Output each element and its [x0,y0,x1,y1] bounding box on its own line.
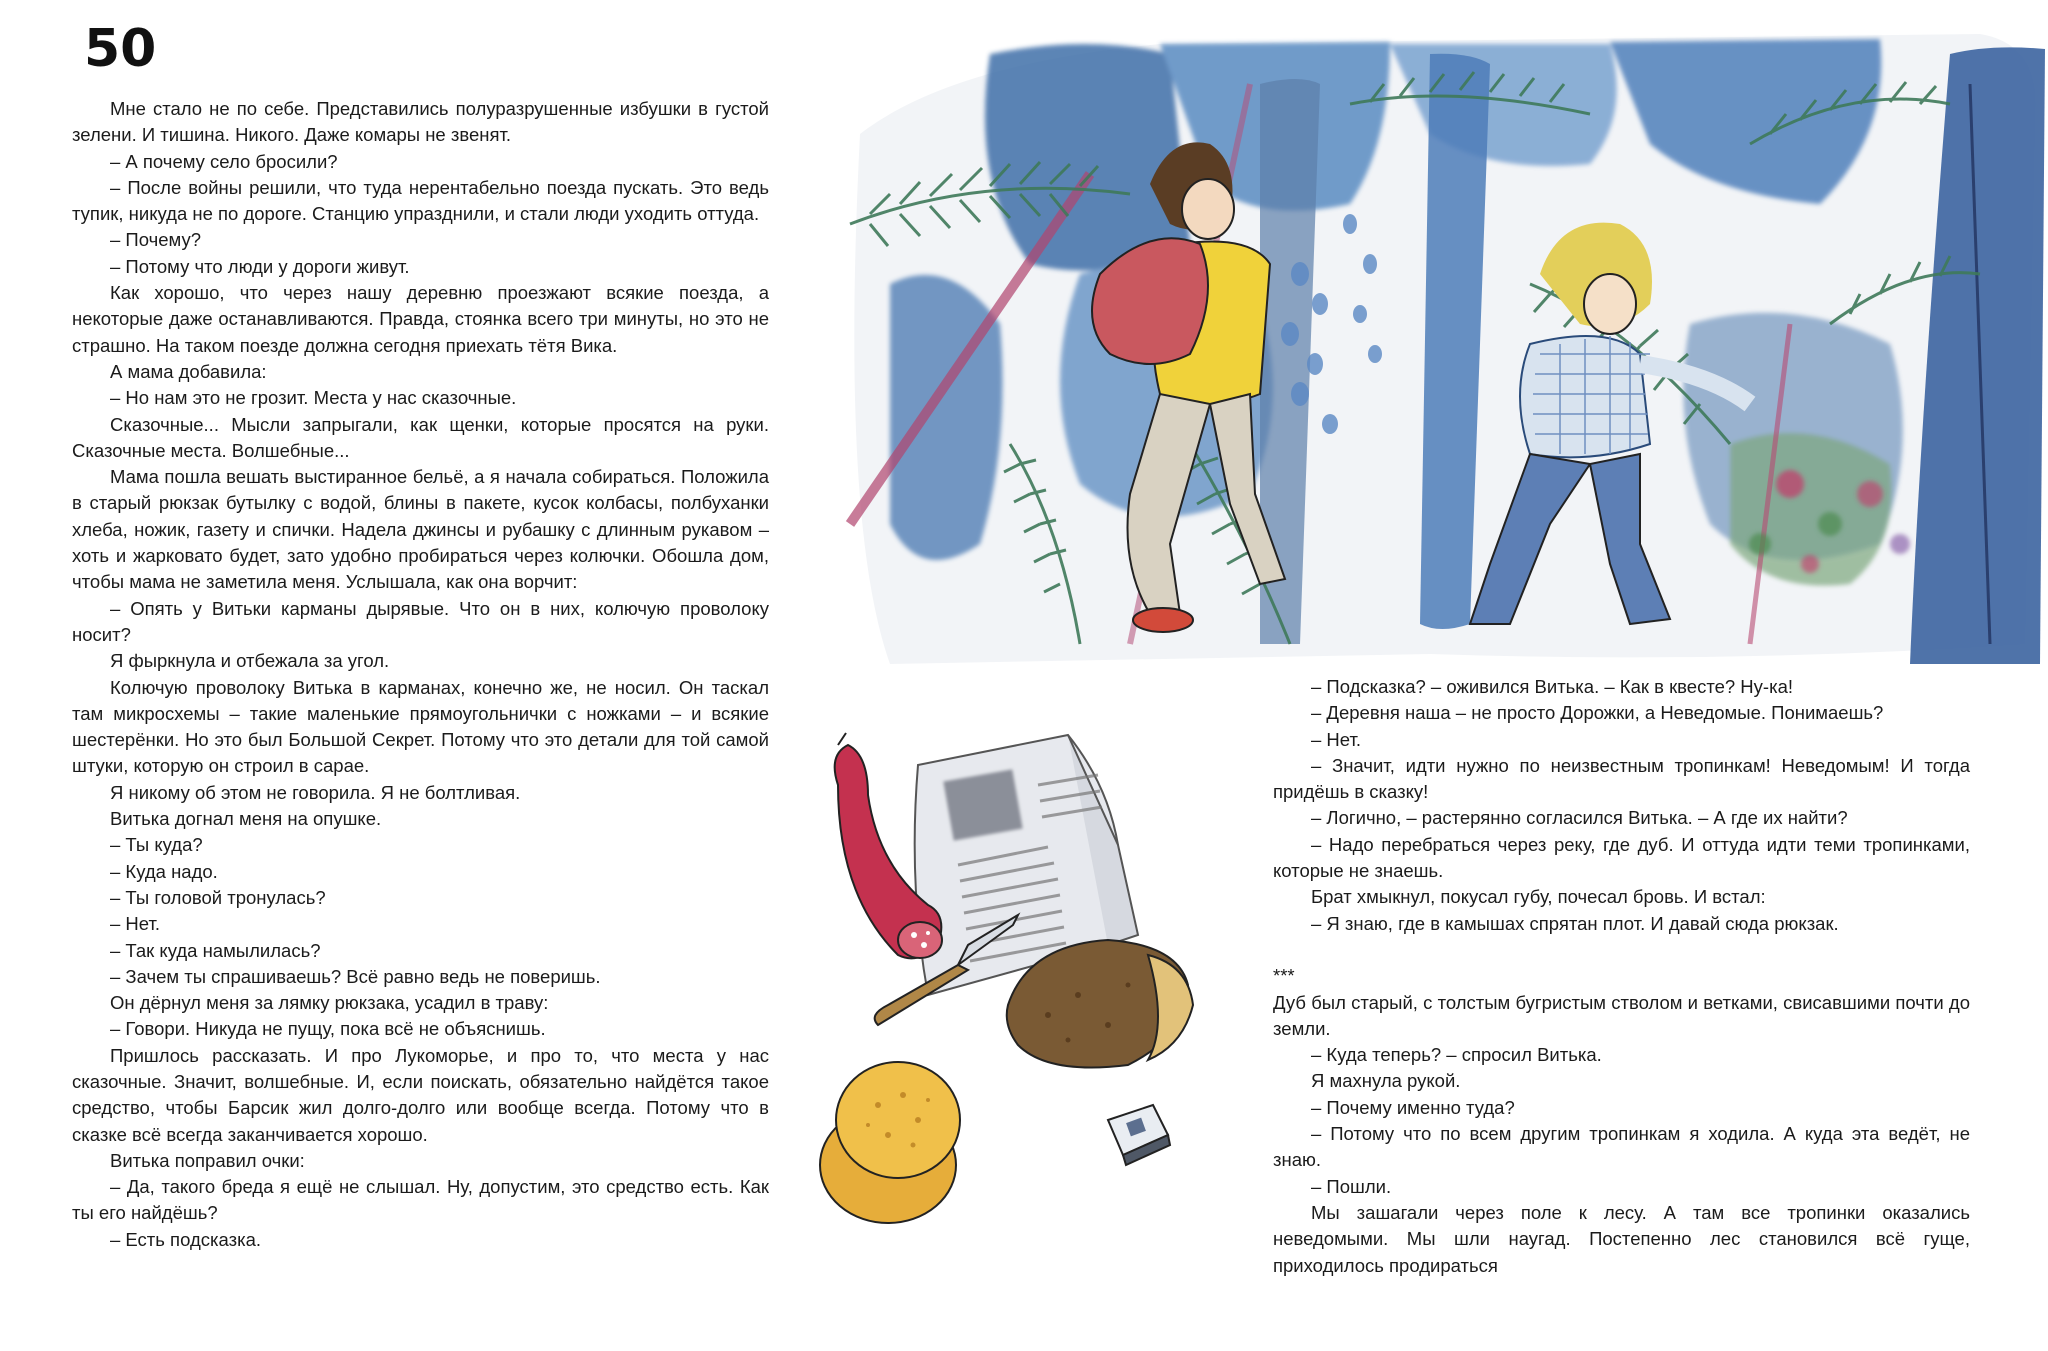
right-paragraph: – Деревня наша – не просто Дорожки, а Неведомые. Понимаешь? [1311,702,1884,724]
food-illustration [808,725,1236,1265]
left-paragraph: – Ты куда? [110,834,203,856]
left-paragraph: Витька поправил очки: [110,1149,305,1171]
left-paragraph: – Зачем ты спрашиваешь? Всё равно ведь не поверишь. [110,965,601,987]
right-paragraph: – Потому что по всем другим тропинкам я ходила. А куда эта ведёт, не знаю. [1273,1123,1970,1171]
right-paragraph: Я махнула рукой. [1311,1070,1461,1092]
right-paragraph: Дуб был старый, с толстым бугристым стволом и ветками, свисавшими почти до земли. [1273,991,1970,1039]
left-paragraph: – Опять у Витьки карманы дырявые. Что он в них, колючую проволоку носит? [72,597,769,645]
right-paragraph: – Подсказка? – оживился Витька. – Как в квесте? Ну-ка! [1311,676,1794,697]
left-paragraph: Мне стало не по себе. Представились полуразрушенные избушки в густой зелени. И тишина. Никого. Даже комары не звенят. [72,98,769,146]
right-paragraph: – Почему именно туда? [1311,1096,1515,1118]
left-text-column [72,96,769,1253]
right-paragraph: Брат хмыкнул, покусал губу, почесал бровь. И встал: [1311,886,1766,908]
right-paragraph: – Логично, – растерянно согласился Витька. – А где их найти? [1311,807,1848,829]
left-paragraph: – Ты головой тронулась? [110,886,326,908]
left-paragraph: – Потому что люди у дороги живут. [110,255,410,277]
right-paragraph: – Значит, идти нужно по неизвестным тропинкам! Неведомым! И тогда придёшь в сказку! [1273,754,1970,803]
left-paragraph: – Говори. Никуда не пущу, пока всё не объяснишь. [110,1018,546,1040]
left-paragraph: Витька догнал меня на опушке. [110,808,382,830]
left-paragraph: – После войны решили, что туда нерентабельно поезда пускать. Это ведь тупик, никуда не по дороге. Станцию упразднили, и стали люди уходить оттуда. [72,176,769,225]
left-paragraph: Колючую проволоку Витька в карманах, конечно же, не носил. Он таскал там микросхемы – такие маленькие прямоугольнички с ножками – и всякие шестерёнки. Но это был Большой Секрет. Потому что это детали для той самой штуки, которую он строил в сарае. [72,676,769,777]
right-paragraph: – Куда теперь? – спросил Витька. [1311,1044,1602,1066]
left-paragraph: А мама добавила: [110,360,267,382]
left-paragraph: – Куда надо. [110,860,218,882]
right-text-column [1273,674,1970,1279]
left-paragraph: – Да, такого бреда я ещё не слышал. Ну, допустим, это средство есть. Как ты его найдёшь? [72,1176,769,1224]
left-paragraph: Он дёрнул меня за лямку рюкзака, усадил в траву: [110,992,549,1014]
left-paragraph: Я никому об этом не говорила. Я не болтливая. [110,781,521,803]
left-paragraph: Мама пошла вешать выстиранное бельё, а я начала собираться. Положила в старый рюкзак бутылку с водой, блины в пакете, кусок колбасы, полбуханки хлеба, ножик, газету и спички. Надела джинсы и рубашку с длинным рукавом – хоть и жарковато будет, зато удобно пробираться через колючки. Обошла дом, чтобы мама не заметила меня. Услышала, как она ворчит: [72,466,769,593]
left-paragraph: – Почему? [110,229,202,251]
right-paragraph: *** [1273,965,1295,987]
page-number: 50 [84,19,157,79]
left-paragraph: – А почему село бросили? [110,150,338,172]
left-paragraph: – Так куда намылилась? [110,939,321,961]
right-paragraph [1273,937,1970,963]
forest-illustration [830,24,2046,674]
right-paragraph: Мы зашагали через поле к лесу. А там все тропинки оказались неведомыми. Мы шли наугад. Постепенно лес становился всё гуще, приходилось продираться [1273,1201,1970,1276]
right-paragraph: – Пошли. [1311,1175,1392,1197]
left-paragraph: Как хорошо, что через нашу деревню проезжают всякие поезда, а некоторые даже останавливаются. Правда, стоянка всего три минуты, но это не страшно. На таком поезде должна сегодня приехать тётя Вика. [72,282,769,356]
left-paragraph: – Есть подсказка. [110,1228,261,1250]
right-paragraph: – Нет. [1311,728,1362,750]
left-paragraph: – Но нам это не грозит. Места у нас сказочные. [110,387,517,409]
left-paragraph: Я фыркнула и отбежала за угол. [110,650,390,672]
right-paragraph: – Надо перебраться через реку, где дуб. И оттуда идти теми тропинками, которые не знаешь. [1273,833,1970,882]
left-paragraph: – Нет. [110,913,161,935]
left-paragraph: Сказочные... Мысли запрыгали, как щенки, которые просятся на руки. Сказочные места. Волшебные... [72,413,769,461]
right-paragraph: – Я знаю, где в камышах спрятан плот. И давай сюда рюкзак. [1311,912,1839,934]
left-paragraph: Пришлось рассказать. И про Лукоморье, и про то, что места у нас сказочные. Значит, волшебные. И, если поискать, обязательно найдётся такое средство, чтобы Барсик жил долго-долго или вообще всегда. Потому что в сказке всё всегда заканчивается хорошо. [72,1044,769,1145]
